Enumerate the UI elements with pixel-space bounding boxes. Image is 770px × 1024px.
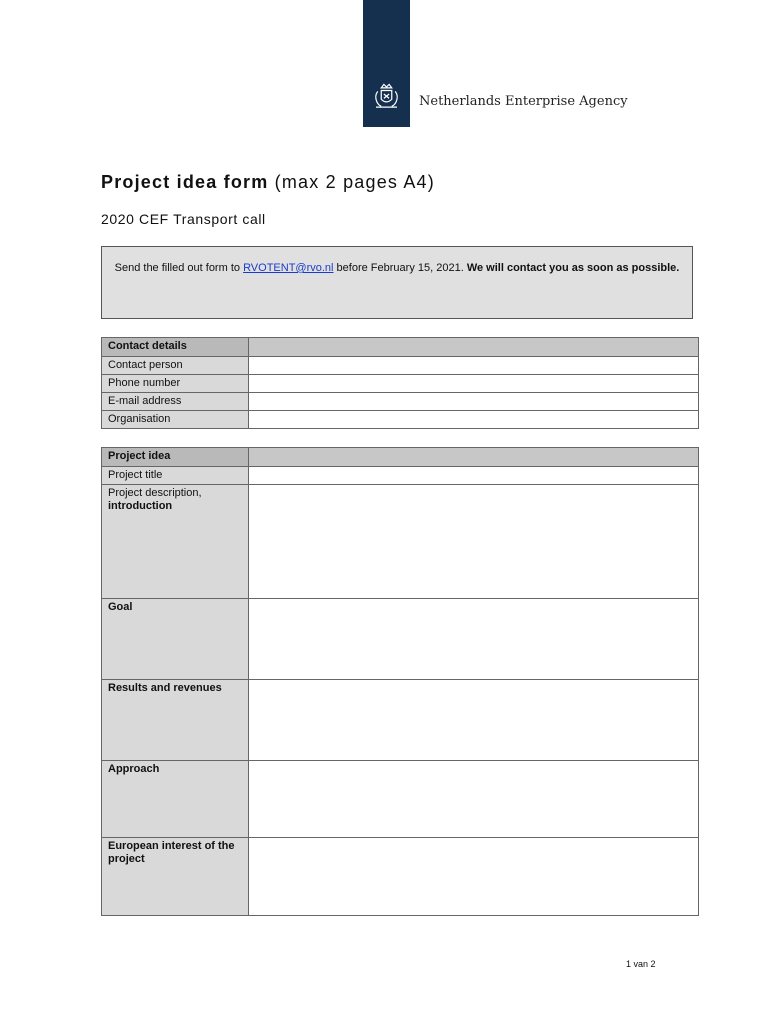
organisation-field[interactable]	[249, 411, 699, 429]
results-field[interactable]	[249, 680, 699, 761]
project-description-field[interactable]	[249, 485, 699, 599]
email-address-field[interactable]	[249, 393, 699, 411]
crest-icon	[369, 80, 404, 115]
title-suffix: (max 2 pages A4)	[274, 172, 435, 192]
notice-text-after: before February 15, 2021.	[333, 262, 467, 274]
page-subtitle: 2020 CEF Transport call	[101, 211, 266, 227]
contact-details-header: Contact details	[102, 338, 249, 357]
contact-person-label: Contact person	[102, 357, 249, 375]
goal-field[interactable]	[249, 599, 699, 680]
project-description-label-bold: introduction	[108, 500, 173, 512]
project-description-label	[102, 485, 249, 599]
notice-text-before: Send the filled out form to	[114, 262, 244, 274]
european-interest-field[interactable]	[249, 838, 699, 916]
project-title-field[interactable]	[249, 467, 699, 485]
project-idea-table	[101, 447, 699, 916]
project-idea-header: Project idea	[102, 448, 249, 467]
page-number: 1 van 2	[626, 959, 656, 969]
title-main: Project idea form	[101, 172, 269, 192]
page-title	[101, 172, 435, 193]
phone-number-field[interactable]	[249, 375, 699, 393]
approach-field[interactable]	[249, 761, 699, 838]
contact-details-header-value	[249, 338, 699, 357]
email-address-label: E-mail address	[102, 393, 249, 411]
project-idea-header-value	[249, 448, 699, 467]
project-description-label-text: Project description,	[108, 487, 202, 499]
email-link[interactable]: RVOTENT@rvo.nl	[243, 262, 334, 274]
phone-number-label: Phone number	[102, 375, 249, 393]
notice-bold-text: We will contact you as soon as possible.	[466, 262, 680, 274]
notice-box	[101, 246, 693, 319]
agency-name: Netherlands Enterprise Agency	[419, 94, 628, 109]
approach-label: Approach	[102, 761, 249, 838]
project-title-label: Project title	[102, 467, 249, 485]
contact-person-field[interactable]	[249, 357, 699, 375]
logo-bar	[363, 0, 410, 127]
organisation-label: Organisation	[102, 411, 249, 429]
goal-label: Goal	[102, 599, 249, 680]
results-label: Results and revenues	[102, 680, 249, 761]
contact-details-table	[101, 337, 699, 429]
european-interest-label: European interest of the project	[102, 838, 249, 916]
